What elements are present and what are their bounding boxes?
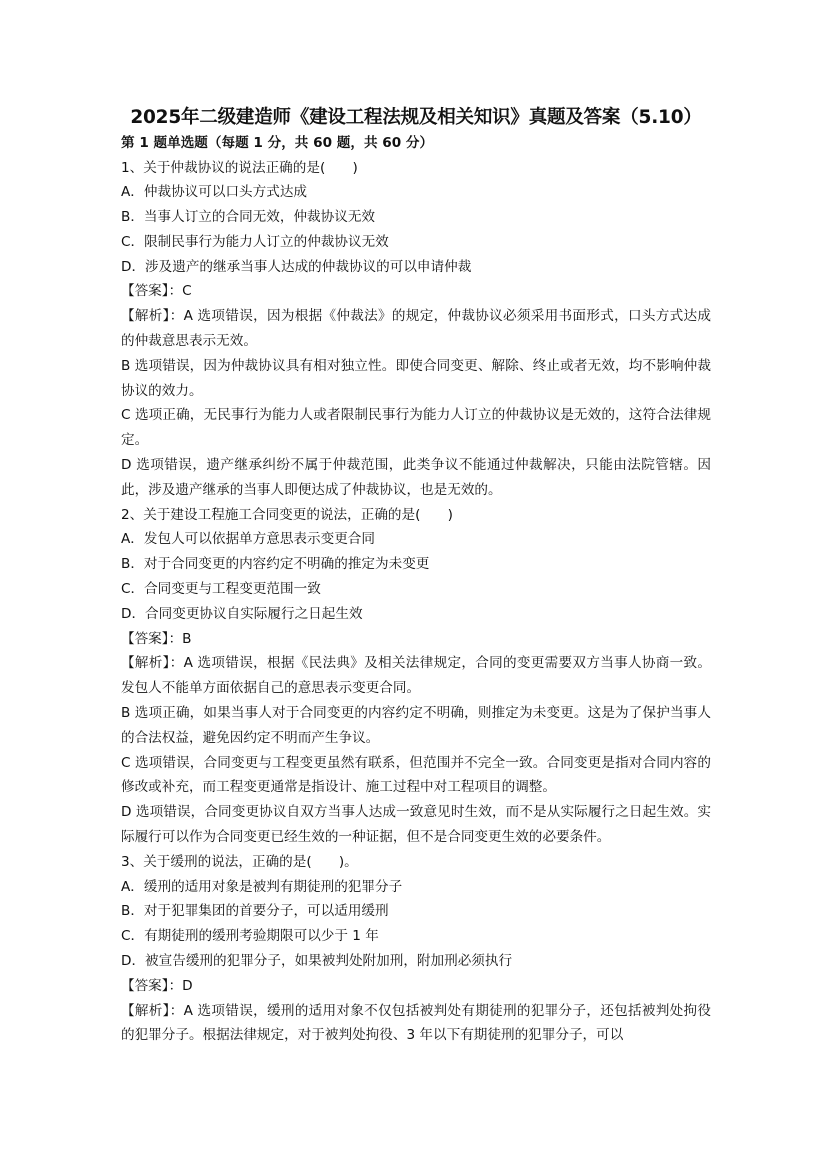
analysis-paragraph: C 选项错误，合同变更与工程变更虽然有联系，但范围并不完全一致。合同变更是指对合同内容的修改或补充，而工程变更通常是指设计、施工过程中对工程项目的调整。: [121, 754, 711, 796]
option-d: D．合同变更协议自实际履行之日起生效: [121, 605, 363, 622]
analysis-paragraph: C 选项正确，无民事行为能力人或者限制民事行为能力人订立的仲裁协议是无效的，这符合法律规定。: [121, 407, 711, 449]
option-d: D．涉及遗产的继承当事人达成的仲裁协议的可以申请仲裁: [121, 258, 472, 275]
question-stem: 3、关于缓刑的说法，正确的是( )。: [121, 853, 358, 870]
option-d: D．被宣告缓刑的犯罪分子，如果被判处附加刑，附加刑必须执行: [121, 953, 513, 969]
analysis-paragraph: D 选项错误，遗产继承纠纷不属于仲裁范围，此类争议不能通过仲裁解决，只能由法院管辖。因此，涉及遗产继承的当事人即便达成了仲裁协议，也是无效的。: [121, 457, 711, 498]
section-heading: 第 1 题单选题（每题 1 分，共 60 题，共 60 分）: [121, 135, 434, 151]
analysis-paragraph: 【解析】：A 选项错误，因为根据《仲裁法》的规定，仲裁协议必须采用书面形式，口头方式达成的仲裁意思表示无效。: [121, 308, 711, 350]
option-a: A．仲裁协议可以口头方式达成: [121, 184, 308, 201]
option-c: C．有期徒刑的缓刑考验期限可以少于 1 年: [121, 928, 379, 945]
analysis-paragraph: 【解析】：A 选项错误，根据《民法典》及相关法律规定，合同的变更需要双方当事人协商一致。发包人不能单方面依据自己的意思表示变更合同。: [121, 655, 711, 697]
answer: 【答案】：D: [121, 977, 193, 994]
option-a: A．发包人可以依据单方意思表示变更合同: [121, 531, 375, 548]
answer: 【答案】：C: [121, 283, 192, 300]
question-2: [121, 503, 711, 850]
question-1: [121, 156, 711, 503]
option-c: C．合同变更与工程变更范围一致: [121, 581, 321, 598]
document-body: [121, 105, 711, 1048]
analysis-paragraph: D 选项错误，合同变更协议自双方当事人达成一致意见时生效，而不是从实际履行之日起生效。实际履行可以作为合同变更已经生效的一种证据，但不是合同变更生效的必要条件。: [121, 804, 711, 846]
option-c: C．限制民事行为能力人订立的仲裁协议无效: [121, 233, 389, 250]
option-b: B．当事人订立的合同无效，仲裁协议无效: [121, 209, 376, 226]
document-title: 2025年二级建造师《建设工程法规及相关知识》真题及答案（5.10）: [130, 107, 702, 128]
option-a: A．缓刑的适用对象是被判有期徒刑的犯罪分子: [121, 878, 403, 895]
analysis-paragraph: B 选项正确，如果当事人对于合同变更的内容约定不明确，则推定为未变更。这是为了保护当事人的合法权益，避免因约定不明而产生争议。: [121, 705, 711, 746]
question-stem: 1、关于仲裁协议的说法正确的是( ): [121, 159, 358, 176]
answer: 【答案】：B: [121, 630, 192, 647]
analysis-paragraph: B 选项错误，因为仲裁协议具有相对独立性。即使合同变更、解除、终止或者无效，均不影响仲裁协议的效力。: [121, 357, 711, 399]
analysis-paragraph: 【解析】：A 选项错误，缓刑的适用对象不仅包括被判处有期徒刑的犯罪分子，还包括被判处拘役的犯罪分子。根据法律规定，对于被判处拘役、3 年以下有期徒刑的犯罪分子，可以: [121, 1002, 711, 1044]
option-b: B．对于犯罪集团的首要分子，可以适用缓刑: [121, 903, 389, 920]
option-b: B．对于合同变更的内容约定不明确的推定为未变更: [121, 556, 430, 573]
question-stem: 2、关于建设工程施工合同变更的说法，正确的是( ): [121, 506, 453, 523]
question-3: [121, 850, 711, 1048]
